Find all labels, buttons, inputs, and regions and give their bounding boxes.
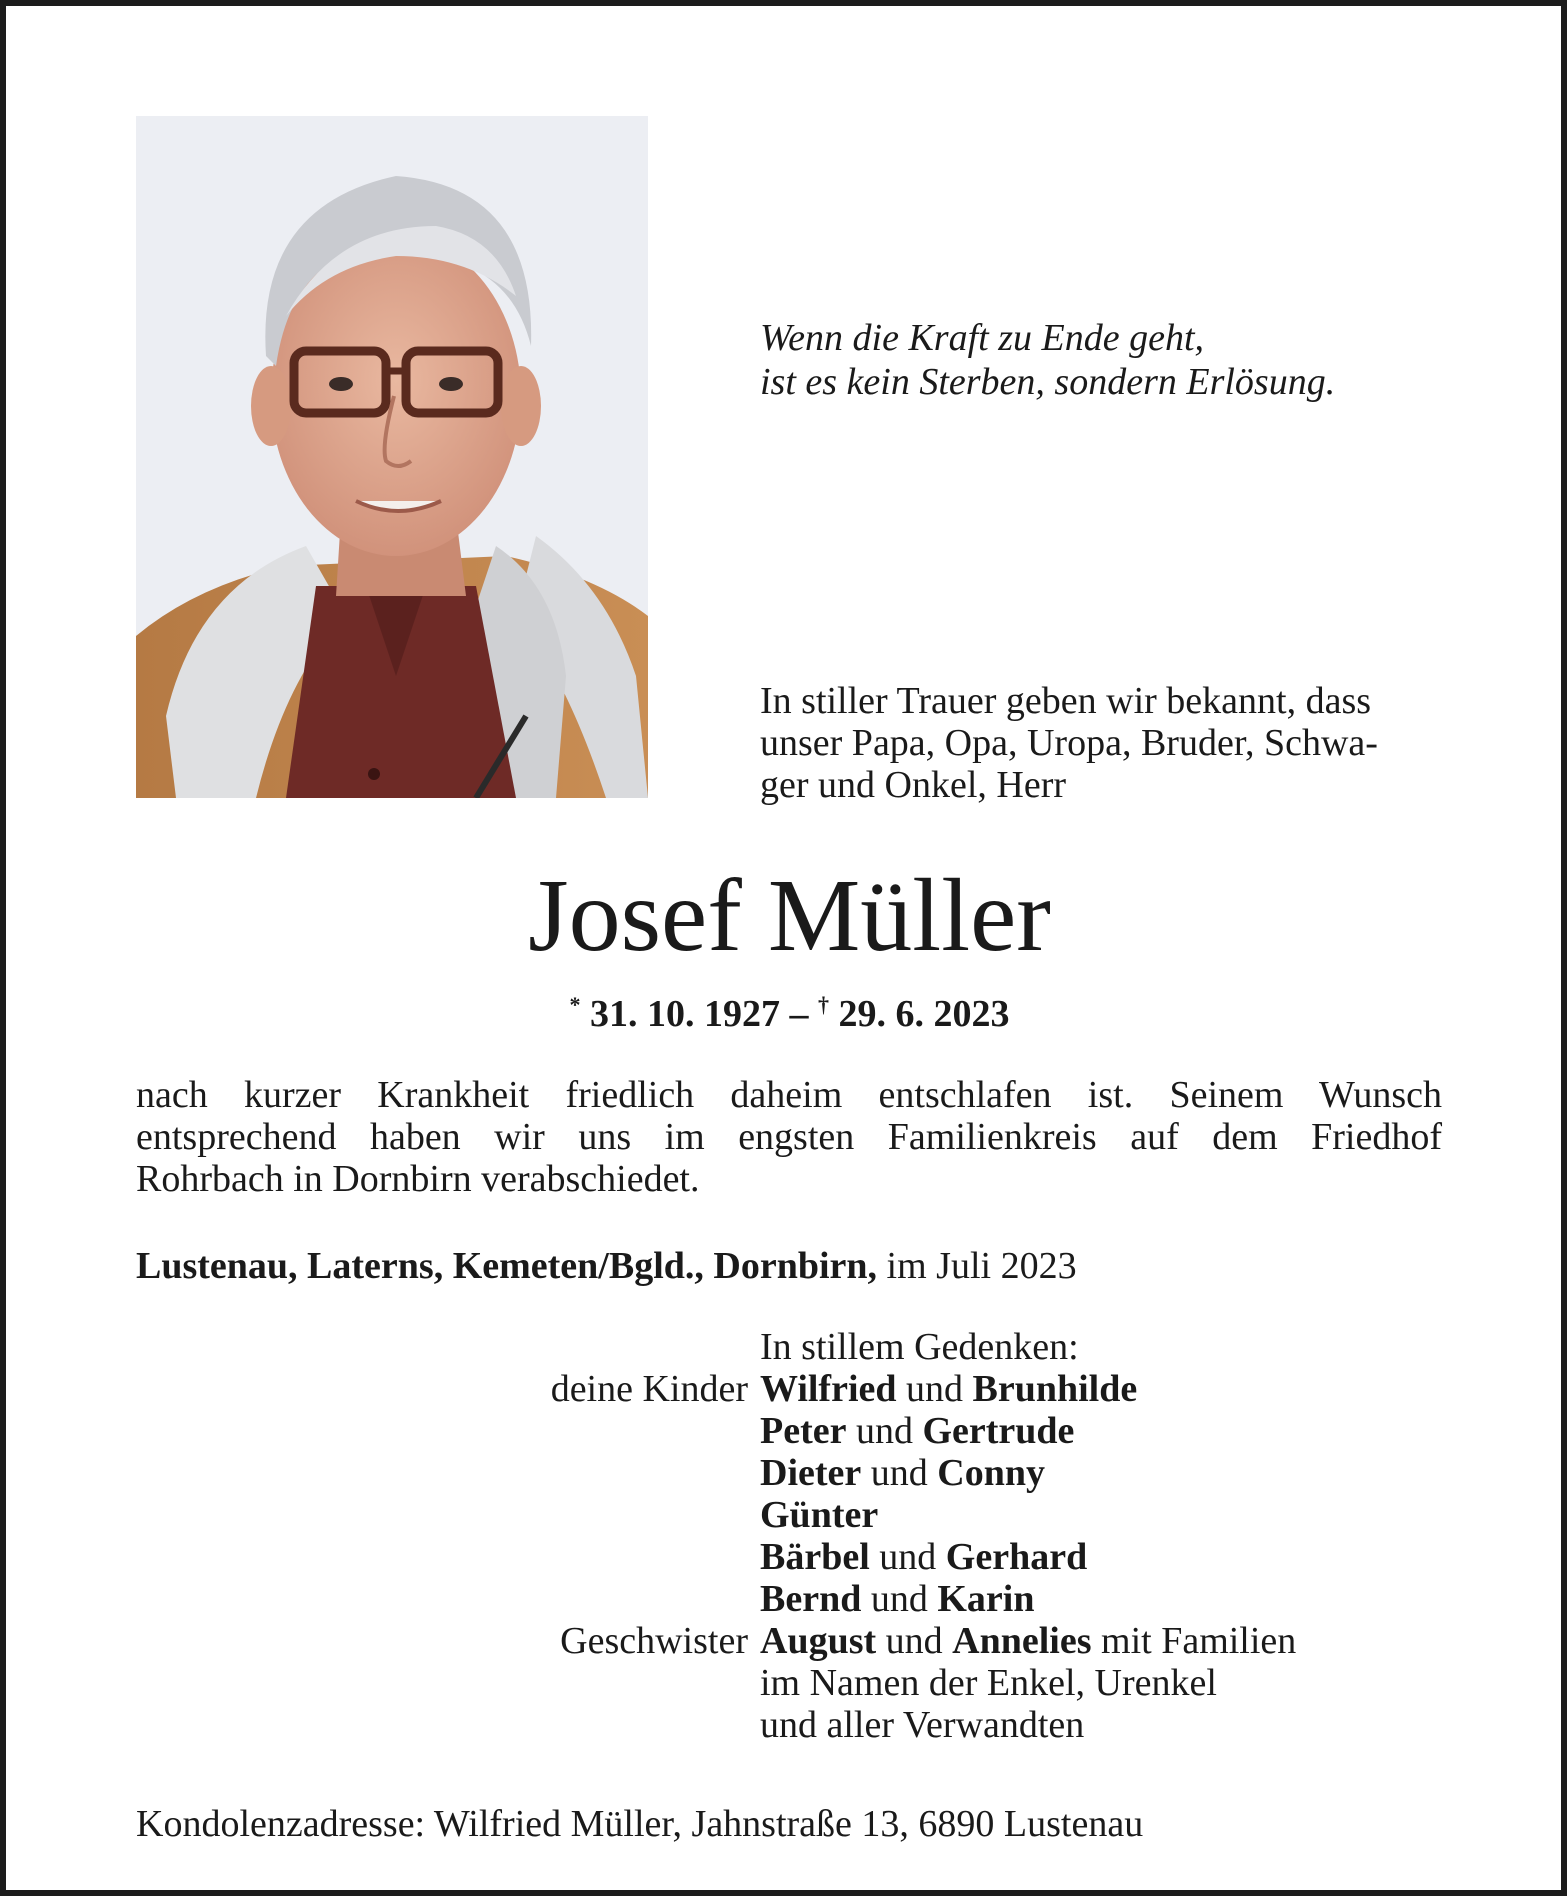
places-list: Lustenau, Laterns, Kemeten/Bgld., Dornbirn, [136,1245,878,1287]
partner-name: Gertrude [922,1410,1075,1452]
und-word: und [861,1578,938,1620]
memorial-heading: In stillem Gedenken: [760,1326,1079,1368]
child-names [760,1494,878,1536]
motto-quote [760,316,1335,404]
siblings-row [6,1620,1567,1662]
child-name: Wilfried [760,1368,897,1410]
sibling-name: Annelies [952,1620,1092,1662]
child-names [760,1452,1045,1494]
child-row [6,1368,1567,1410]
places-date [136,1244,1077,1288]
motto-line: ist es kein Sterben, sondern Erlösung. [760,361,1336,403]
und-word: und [861,1452,938,1494]
child-names [760,1410,1074,1452]
sibling-names [760,1620,1296,1662]
child-name: Peter [760,1410,847,1452]
child-row [6,1452,1567,1494]
relatives-row [6,1704,1567,1746]
children-label: deine Kinder [550,1368,748,1410]
child-row [6,1536,1567,1578]
child-row [6,1494,1567,1536]
und-word: und [876,1620,953,1662]
child-row [6,1578,1567,1620]
und-word: und [869,1536,946,1578]
death-date: 29. 6. 2023 [838,993,1010,1035]
relatives-line: und aller Verwandten [760,1704,1085,1746]
enkel-line: im Namen der Enkel, Urenkel [760,1662,1217,1704]
child-name: Bernd [760,1578,862,1620]
child-name: Günter [760,1494,879,1536]
condolence-address: Kondolenzadresse: Wilfried Müller, Jahnstraße 13, 6890 Lustenau [136,1803,1144,1845]
death-symbol: † [818,992,829,1017]
intro-line: unser Papa, Opa, Uropa, Bruder, Schwa- [760,722,1378,764]
child-row [6,1410,1567,1452]
intro-text [760,680,1378,806]
child-name: Bärbel [760,1536,870,1578]
partner-name: Karin [937,1578,1035,1620]
partner-name: Gerhard [945,1536,1088,1578]
life-dates [6,980,1567,1039]
body-line: entsprechend haben wir uns im engsten Familienkreis auf dem Friedhof [136,1116,1442,1158]
memorial-heading-row [6,1326,1567,1368]
enkel-row [6,1662,1567,1704]
siblings-label: Geschwister [560,1620,748,1662]
motto-line: Wenn die Kraft zu Ende geht, [760,317,1204,359]
sibling-name: August [760,1620,877,1662]
body-line: nach kurzer Krankheit friedlich daheim entschlafen ist. Seinem Wunsch [136,1074,1442,1116]
child-name: Dieter [760,1452,862,1494]
partner-name: Brunhilde [972,1368,1138,1410]
und-word: und [846,1410,923,1452]
und-word: und [896,1368,973,1410]
birth-symbol: * [569,992,581,1017]
birth-date: 31. 10. 1927 [590,993,780,1035]
intro-line: ger und Onkel, Herr [760,764,1067,806]
child-names [760,1578,1034,1620]
portrait-photo [136,116,648,798]
month-date: im Juli 2023 [877,1245,1077,1287]
date-separator: – [789,993,809,1035]
body-line: Rohrbach in Dornbirn verabschiedet. [136,1158,700,1200]
families-suffix: mit Familien [1091,1620,1297,1662]
announcement-body [136,1074,1442,1200]
portrait-illustration [136,116,648,798]
child-names [760,1536,1087,1578]
intro-line: In stiller Trauer geben wir bekannt, dass [760,680,1372,722]
deceased-name: Josef Müller [528,858,1051,973]
partner-name: Conny [937,1452,1045,1494]
child-names [760,1368,1137,1410]
